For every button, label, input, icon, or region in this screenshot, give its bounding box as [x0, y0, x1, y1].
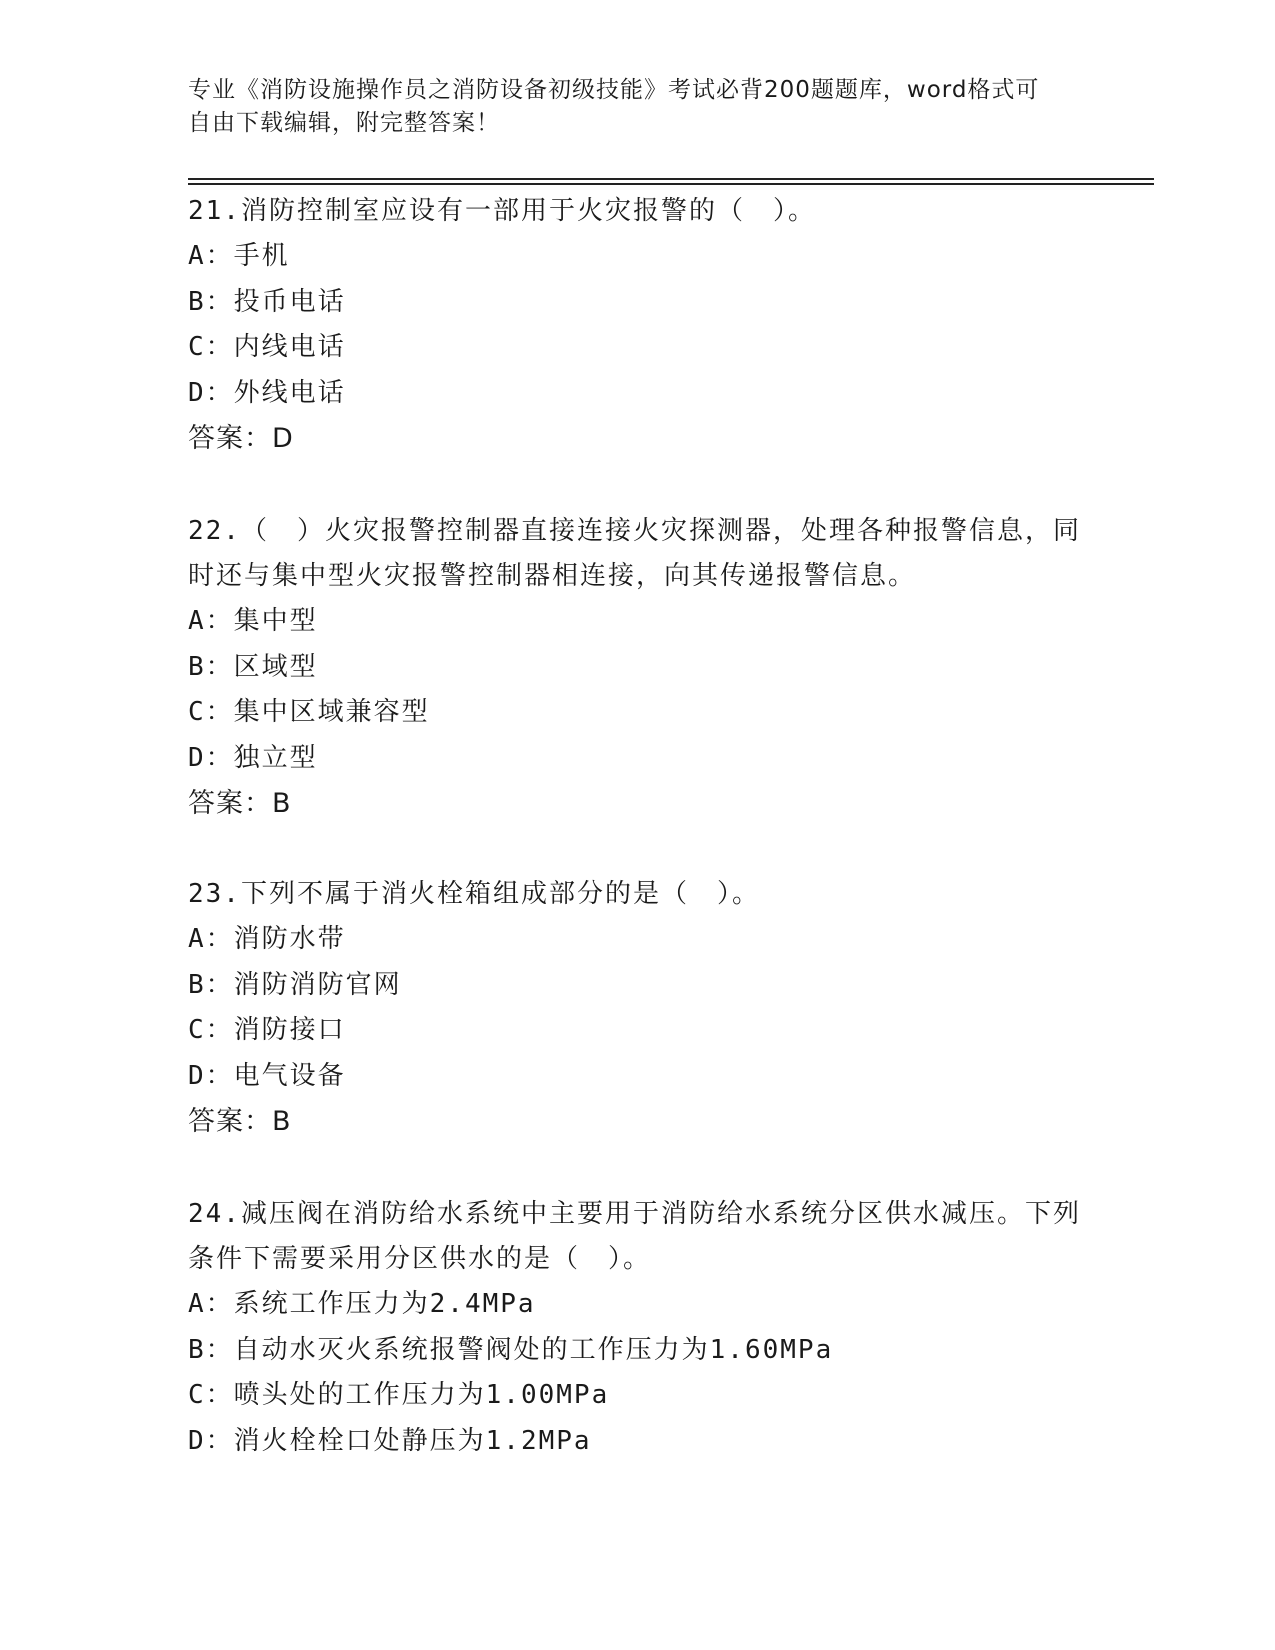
option-a: A：集中型 — [188, 606, 318, 636]
option-c: C：集中区域兼容型 — [188, 697, 430, 727]
header-divider-bottom — [188, 183, 1154, 185]
option-b: B：消防消防官网 — [188, 969, 402, 1000]
option-a: A：系统工作压力为2.4MPa — [188, 1289, 536, 1319]
question-21 — [188, 189, 1088, 461]
question-24 — [188, 1192, 1088, 1464]
header-line-2: 自由下载编辑，附完整答案！ — [188, 110, 500, 136]
option-b: B：区域型 — [188, 651, 318, 682]
header-divider-top — [188, 178, 1154, 180]
option-c: C：消防接口 — [188, 1015, 346, 1045]
question-22 — [188, 509, 1088, 826]
option-d: D：消火栓栓口处静压为1.2MPa — [188, 1425, 592, 1456]
question-stem: 23.下列不属于消火栓箱组成部分的是（ ）。 — [188, 879, 760, 909]
answer-label: 答案：B — [188, 1106, 292, 1137]
option-d: D：外线电话 — [188, 377, 346, 408]
option-b: B：投币电话 — [188, 286, 346, 317]
option-c: C：内线电话 — [188, 332, 346, 362]
option-d: D：独立型 — [188, 742, 318, 773]
answer-label: 答案：D — [188, 423, 294, 454]
option-a: A：消防水带 — [188, 924, 346, 954]
document-header — [188, 74, 1068, 140]
question-stem: 21.消防控制室应设有一部用于火灾报警的（ ）。 — [188, 196, 816, 226]
question-stem: 22.（ ）火灾报警控制器直接连接火灾探测器，处理各种报警信息，同时还与集中型火灾报警控制器相连接，向其传递报警信息。 — [188, 516, 1081, 591]
answer-label: 答案：B — [188, 788, 292, 819]
option-b: B：自动水灭火系统报警阀处的工作压力为1.60MPa — [188, 1334, 834, 1365]
question-23 — [188, 872, 1088, 1144]
option-c: C：喷头处的工作压力为1.00MPa — [188, 1380, 610, 1410]
option-d: D：电气设备 — [188, 1060, 346, 1091]
header-line-1: 专业《消防设施操作员之消防设备初级技能》考试必背200题题库，word格式可 — [188, 77, 1040, 103]
question-stem: 24.减压阀在消防给水系统中主要用于消防给水系统分区供水减压。下列条件下需要采用分区供水的是（ ）。 — [188, 1199, 1081, 1274]
option-a: A：手机 — [188, 241, 290, 271]
